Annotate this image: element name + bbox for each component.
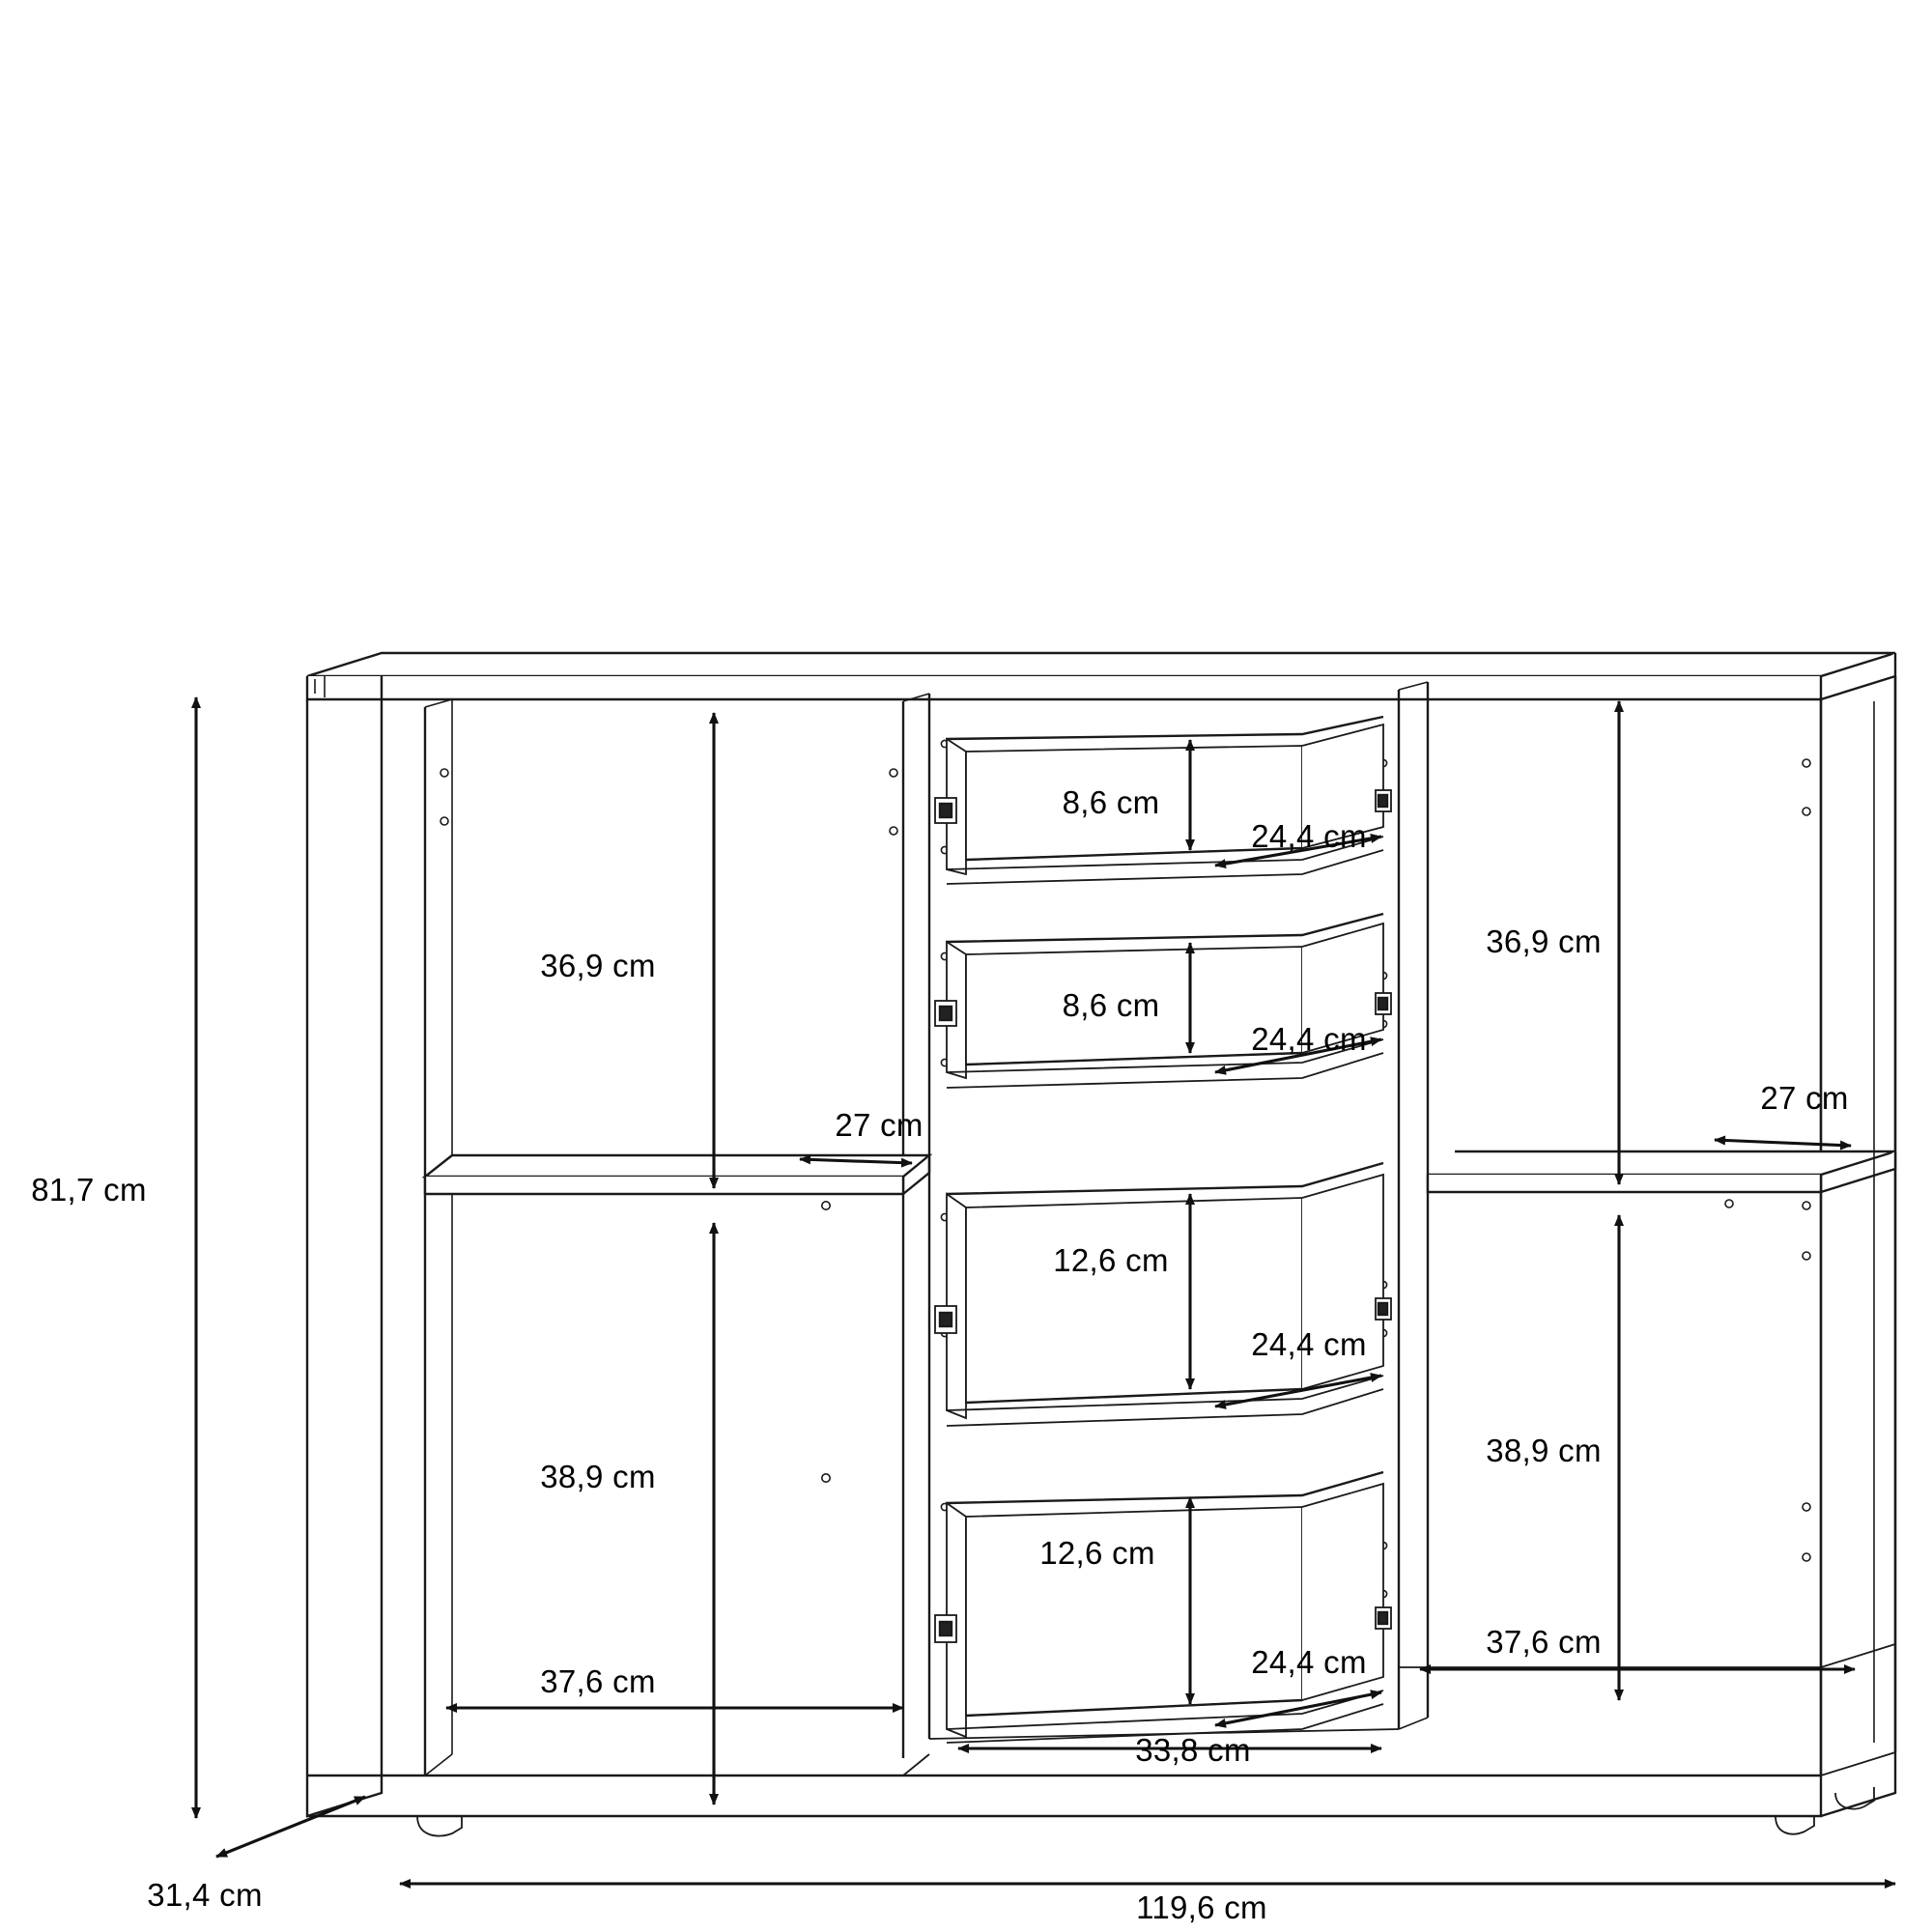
drawer-2 <box>935 914 1391 1088</box>
label-drawer4-height: 12,6 cm <box>1039 1535 1155 1571</box>
arrow-overall-depth <box>216 1797 365 1857</box>
label-right-shelf-depth: 27 cm <box>1760 1080 1849 1116</box>
label-overall-width: 119,6 cm <box>1136 1889 1267 1925</box>
label-drawer1-depth: 24,4 cm <box>1251 818 1367 854</box>
label-left-shelf-depth: 27 cm <box>835 1107 923 1143</box>
drawer-1 <box>935 717 1391 884</box>
label-right-upper-height: 36,9 cm <box>1486 923 1602 959</box>
label-overall-depth: 31,4 cm <box>147 1877 263 1913</box>
label-center-width: 33,8 cm <box>1135 1732 1251 1768</box>
drawer-4 <box>935 1472 1391 1743</box>
label-drawer1-height: 8,6 cm <box>1062 784 1160 820</box>
label-right-lower-height: 38,9 cm <box>1486 1433 1602 1468</box>
label-right-width: 37,6 cm <box>1486 1624 1602 1660</box>
label-left-lower-height-2: 38,9 cm <box>540 1459 656 1494</box>
label-drawer3-depth: 24,4 cm <box>1251 1326 1367 1362</box>
label-drawer2-height: 8,6 cm <box>1062 987 1160 1023</box>
label-drawer4-depth: 24,4 cm <box>1251 1644 1367 1680</box>
label-left-width: 37,6 cm <box>540 1663 656 1699</box>
label-drawer3-height: 12,6 cm <box>1053 1242 1169 1278</box>
label-left-upper-height: 36,9 cm <box>540 948 656 983</box>
label-drawer2-depth: 24,4 cm <box>1251 1021 1367 1057</box>
label-overall-height: 81,7 cm <box>31 1172 147 1208</box>
arrow-right-shelf-depth <box>1715 1140 1851 1146</box>
